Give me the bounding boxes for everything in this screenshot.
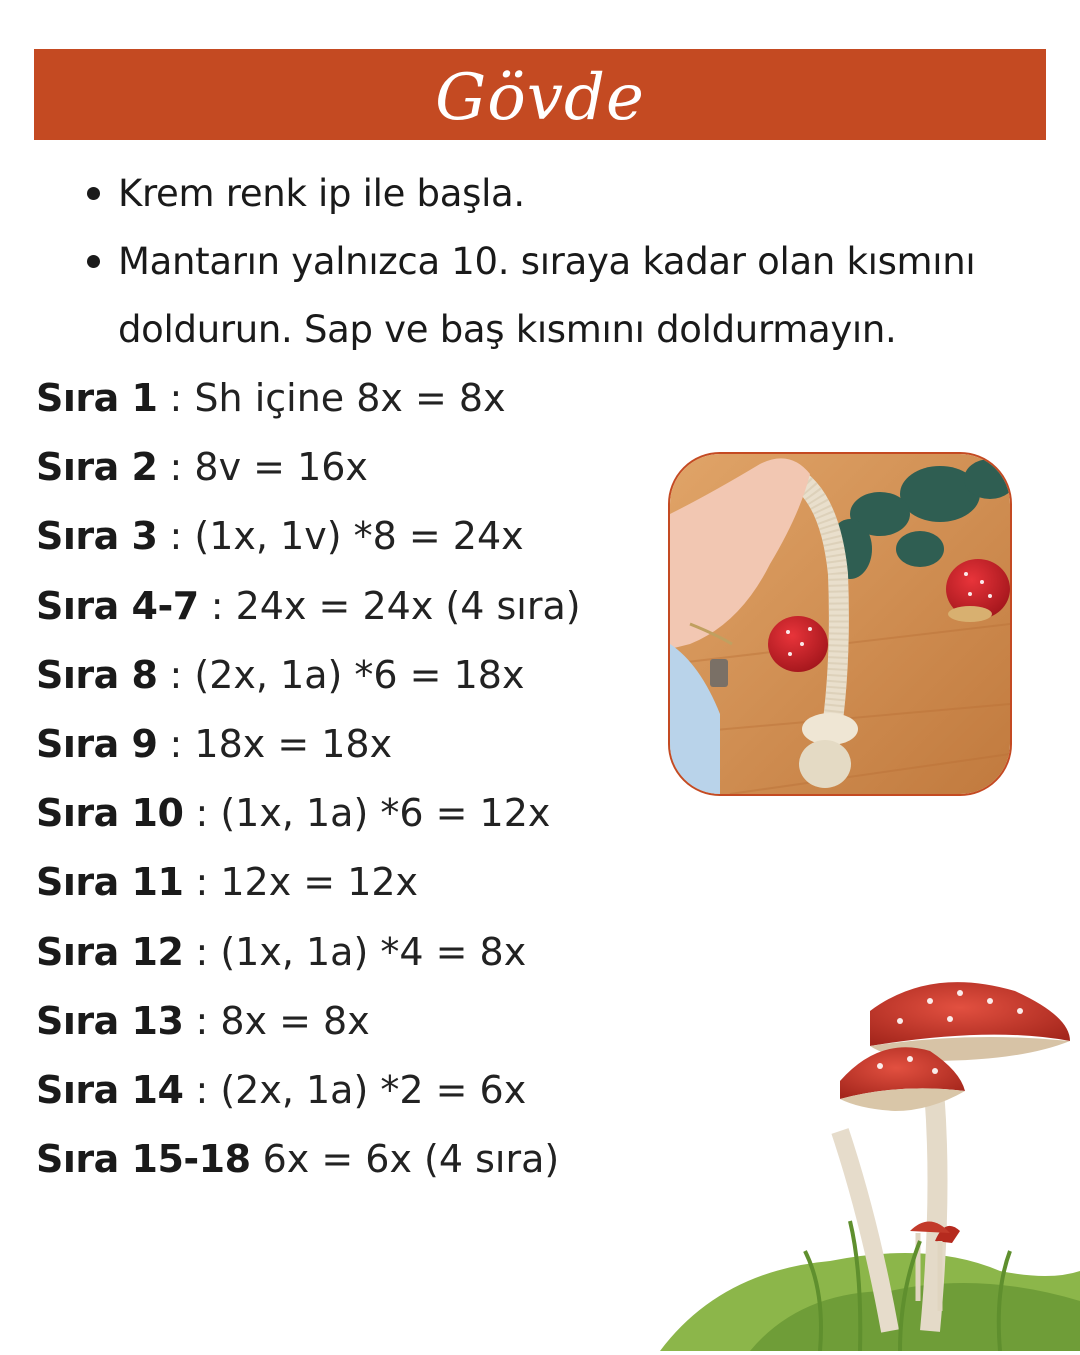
row-item bbox=[36, 1056, 581, 1125]
row-label: Sıra 9 bbox=[36, 721, 158, 766]
row-instruction: : (1x, 1v) *8 = 24x bbox=[157, 514, 524, 559]
row-item bbox=[36, 987, 581, 1056]
row-item bbox=[36, 710, 581, 779]
row-list bbox=[36, 364, 581, 1194]
row-item bbox=[36, 779, 581, 848]
row-item bbox=[36, 641, 581, 710]
instruction-item: Krem renk ip ile başla. bbox=[84, 160, 1064, 228]
row-item bbox=[36, 1125, 581, 1194]
row-instruction: : 18x = 18x bbox=[157, 721, 393, 766]
title-banner bbox=[34, 49, 1046, 140]
photo-image bbox=[670, 454, 1010, 794]
instruction-list bbox=[84, 160, 1064, 364]
page-title: Gövde bbox=[435, 60, 645, 135]
row-label: Sıra 8 bbox=[36, 652, 158, 697]
row-item bbox=[36, 572, 581, 641]
row-label: Sıra 2 bbox=[36, 445, 158, 490]
row-item bbox=[36, 848, 581, 917]
row-instruction: : (1x, 1a) *4 = 8x bbox=[183, 929, 527, 974]
row-instruction: : Sh içine 8x = 8x bbox=[157, 376, 506, 420]
mushroom-illustration bbox=[600, 971, 1080, 1351]
row-item bbox=[36, 918, 581, 987]
row-instruction: : 12x = 12x bbox=[183, 860, 419, 905]
row-label: Sıra 10 bbox=[36, 791, 184, 836]
row-instruction: : (2x, 1a) *6 = 18x bbox=[157, 652, 525, 697]
row-label: Sıra 3 bbox=[36, 514, 158, 559]
row-instruction: : 24x = 24x (4 sıra) bbox=[198, 583, 581, 628]
row-item bbox=[36, 364, 581, 433]
row-instruction: : (1x, 1a) *6 = 12x bbox=[183, 791, 551, 836]
row-label: Sıra 15-18 bbox=[36, 1137, 251, 1182]
row-instruction: : 8v = 16x bbox=[157, 445, 368, 490]
row-label: Sıra 1 bbox=[36, 376, 158, 420]
row-instruction: : (2x, 1a) *2 = 6x bbox=[183, 1067, 527, 1112]
row-item bbox=[36, 502, 581, 571]
row-label: Sıra 13 bbox=[36, 998, 184, 1043]
instruction-item: Mantarın yalnızca 10. sıraya kadar olan kısmını doldurun. Sap ve baş kısmını doldurmayın. bbox=[84, 228, 1064, 364]
crochet-stem-photo bbox=[668, 452, 1012, 796]
row-label: Sıra 14 bbox=[36, 1067, 184, 1112]
row-label: Sıra 12 bbox=[36, 929, 184, 974]
row-label: Sıra 11 bbox=[36, 860, 184, 905]
row-item bbox=[36, 433, 581, 502]
row-label: Sıra 4-7 bbox=[36, 583, 199, 628]
row-instruction: : 8x = 8x bbox=[183, 998, 370, 1043]
row-instruction: 6x = 6x (4 sıra) bbox=[250, 1137, 560, 1182]
mushroom-grass-image bbox=[600, 971, 1080, 1351]
